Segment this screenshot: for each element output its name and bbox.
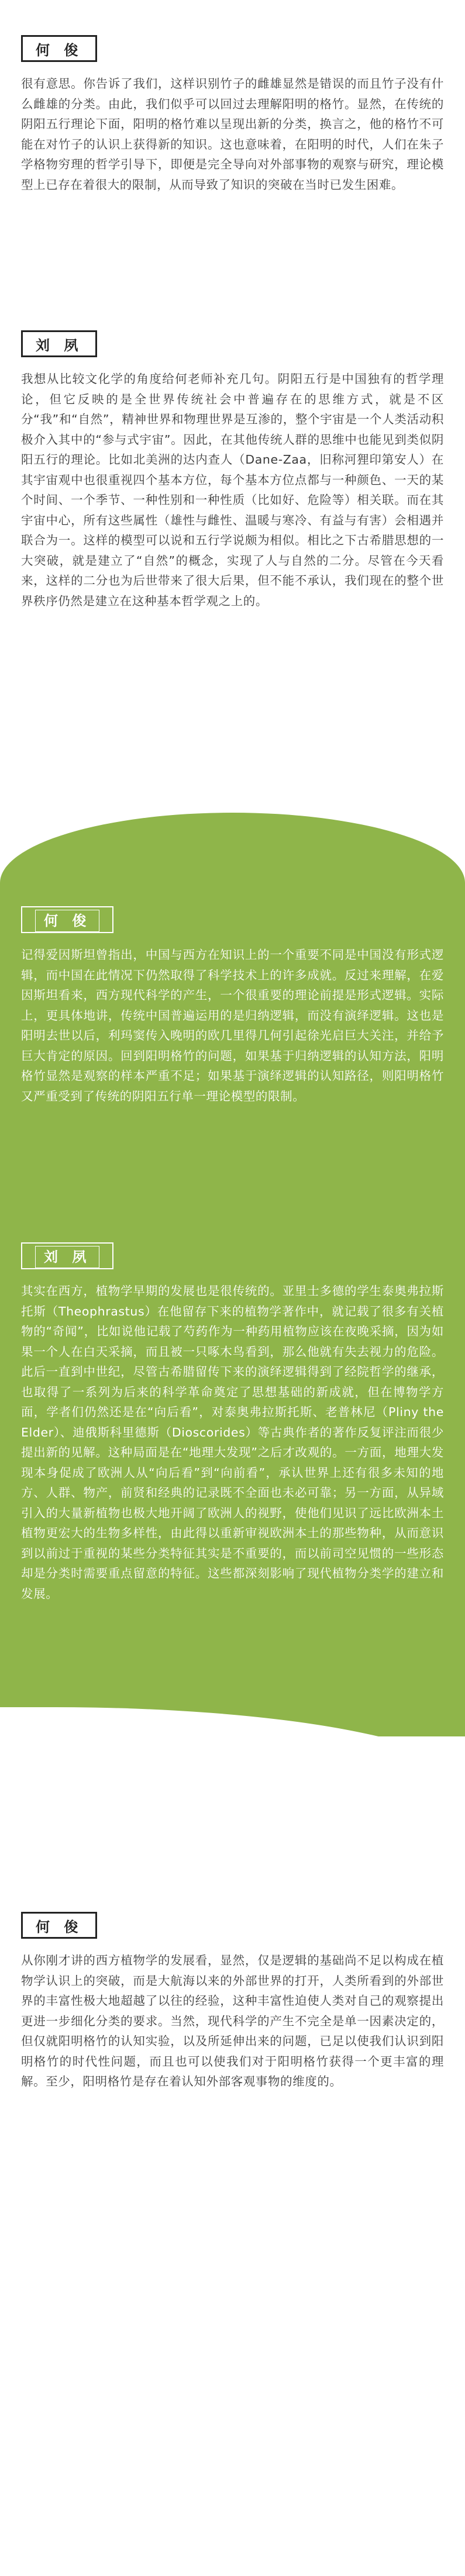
section-body: 从你刚才讲的西方植物学的发展看，显然，仅是逻辑的基础尚不足以构成在植物学认识上的突破，而是大航海以来的外部世界的打开，人类所看到的外部世界的丰富性极大地超越了以往的经验，这种丰富性迫使人类对自己的观察提出更进一步细化分类的要求。当然，现代科学的产生不完全是单一因素决定的，但仅就阳明格竹的认知实验，以及所延伸出来的问题，已足以使我们认识到阳明格竹的时代性问题，而且也可以使我们对于阳明格竹获得一个更丰富的理解。至少，阳明格竹是存在着认知外部客观事物的维度的。 (21, 1953, 444, 2088)
speaker-tag (21, 906, 113, 933)
section-body: 很有意思。你告诉了我们，这样识别竹子的雌雄显然是错误的而且竹子没有什么雌雄的分类。由此，我们似乎可以回过去理解阳明的格竹。显然，在传统的阴阳五行理论下面，阳明的格竹难以呈现出新的分类，换言之，他的格竹不可能在对竹子的认识上获得新的知识。这也意味着，在阳明的时代，人们在朱子学格物穷理的哲学引导下，即便是完全导向对外部事物的观察与研究，理论模型上已存在着很大的限制，从而导致了知识的突破在当时已发生困难。 (21, 77, 444, 192)
dialogue-section-4 (21, 1242, 444, 1604)
speaker-tag: 刘 夙 (21, 330, 97, 357)
speaker-tag (21, 1242, 113, 1269)
section-body: 记得爱因斯坦曾指出，中国与西方在知识上的一个重要不同是中国没有形式逻辑，而中国在此情况下仍然取得了科学技术上的许多成就。反过来理解，在爱因斯坦看来，西方现代科学的产生，一个很重要的理论前提是形式逻辑。实际上，更具体地讲，传统中国普遍运用的是归纳逻辑，而没有演绎逻辑。这也是阳明去世以后，利玛窦传入晚明的欧几里得几何引起徐光启巨大关注，并给予巨大肯定的原因。回到阳明格竹的问题，如果基于归纳逻辑的认知方法，阳明格竹显然是观察的样本严重不足；如果基于演绎逻辑的认知路径，则阳明格竹又严重受到了传统的阴阳五行单一理论模型的限制。 (21, 948, 444, 1103)
section-body: 我想从比较文化学的角度给何老师补充几句。阴阳五行是中国独有的哲学理论，但它反映的是全世界传统社会中普遍存在的思维方式，就是不区分“我”和“自然”，精神世界和物理世界是互渗的，整个宇宙是一个人类活动积极介入其中的“参与式宇宙”。因此，在其他传统人群的思维中也能见到类似阴阳五行的理论。比如北美洲的达内查人（Dane-Zaa，旧称河狸印第安人）在其宇宙观中也很重视四个基本方位，每个基本方位点都与一种颜色、一天的某个时间、一个季节、一种性别和一种性质（比如好、危险等）相关联。而在其宇宙中心，所有这些属性（雄性与雌性、温暖与寒冷、有益与有害）会相遇并联合为一。这样的模型可以说和五行学说颇为相似。相比之下古希腊思想的一大突破，就是建立了“自然”的概念，实现了人与自然的二分。尽管在今天看来，这样的二分也为后世带来了很大后果，但不能不承认，我们现在的整个世界秩序仍然是建立在这种基本哲学观之上的。 (21, 372, 444, 608)
speaker-tag: 何 俊 (21, 35, 97, 62)
speaker-tag-label: 何 俊 (35, 910, 99, 932)
dialogue-section-1 (21, 35, 444, 195)
dialogue-section-3 (21, 906, 444, 1106)
section-body: 其实在西方，植物学早期的发展也是很传统的。亚里士多德的学生泰奥弗拉斯托斯（Theophrastus）在他留存下来的植物学著作中，就记载了很多有关植物的“奇闻”，比如说他记载了芍药作为一种药用植物应该在夜晚采摘，因为如果一个人在白天采摘，而且被一只啄木鸟看到，那么他就有失去视力的危险。此后一直到中世纪，尽管古希腊留传下来的演绎逻辑得到了经院哲学的继承，也取得了一系列为后来的科学革命奠定了思想基础的新成就，但在博物学方面，学者们仍然还是在“向后看”，对泰奥弗拉斯托斯、老普林尼（Pliny the Elder）、迪俄斯科里德斯（Dioscorides）等古典作者的著作反复评注而很少提出新的见解。这种局面是在“地理大发现”之后才改观的。一方面，地理大发现本身促成了欧洲人从“向后看”到“向前看”，承认世界上还有很多未知的地方、人群、物产，前贤和经典的记录既不全面也未必可靠；另一方面，从异域引入的大量新植物也极大地开阔了欧洲人的视野，使他们见识了远比欧洲本土植物更宏大的生物多样性，由此得以重新审视欧洲本土的那些物种，从而意识到以前过于重视的某些分类特征其实是不重要的，而以前司空见惯的一些形态却是分类时需要重点留意的特征。这些都深刻影响了现代植物分类学的建立和发展。 (21, 1284, 444, 1601)
speaker-tag-label: 刘 夙 (35, 1246, 99, 1268)
dialogue-section-2 (21, 330, 444, 611)
speaker-tag: 何 俊 (21, 1912, 97, 1939)
dialogue-section-5 (21, 1912, 444, 2092)
